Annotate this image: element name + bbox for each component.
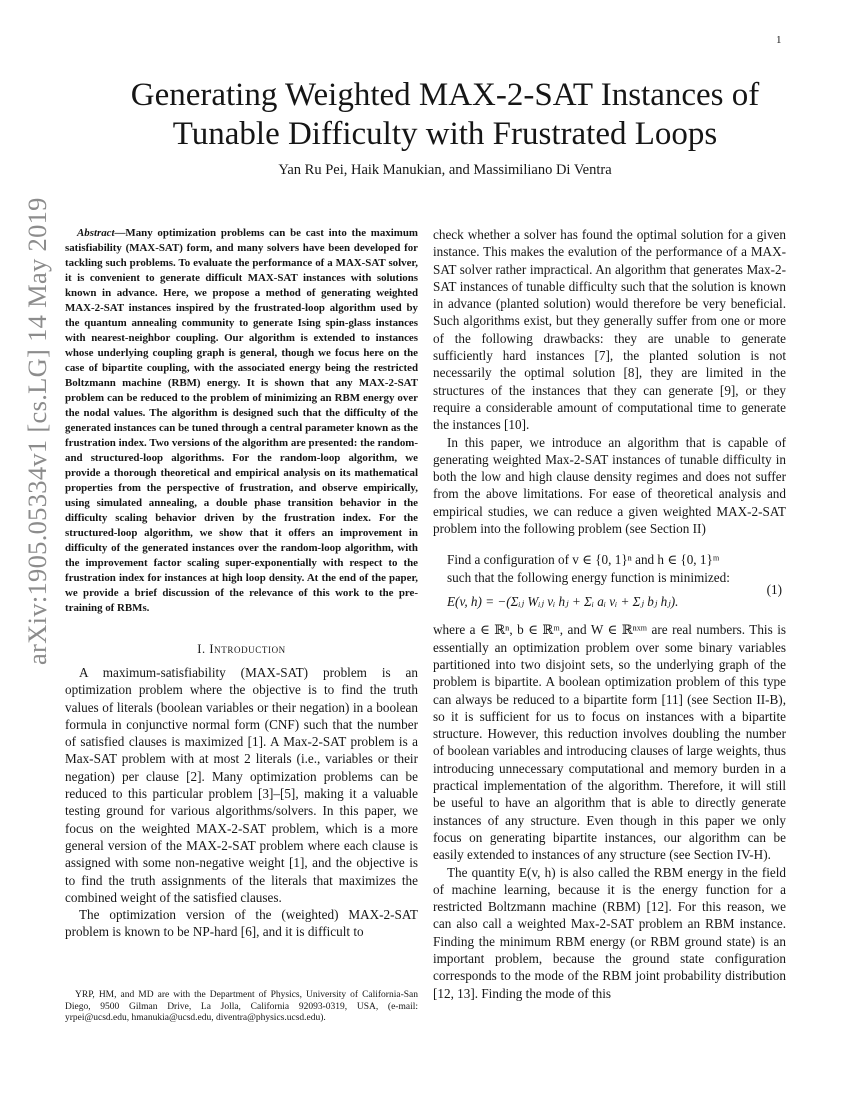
left-column <box>65 226 418 941</box>
abstract-label: Abstract <box>77 227 115 239</box>
title-line-1: Generating Weighted MAX-2-SAT Instances of <box>130 77 760 113</box>
equation-number: (1) <box>766 582 782 598</box>
equation-1 <box>433 551 786 611</box>
paper-title <box>70 76 820 154</box>
right-column <box>433 226 786 1002</box>
equation-line-2: such that the following energy function is minimized: <box>447 570 730 586</box>
equation-line-1: Find a configuration of v ∈ {0, 1}ⁿ and h ∈ {0, 1}ᵐ <box>447 552 720 568</box>
page-number: 1 <box>776 34 782 46</box>
right-paragraph-1: check whether a solver has found the optimal solution for a given instance. This makes the evalution of the performance of a MAX-SAT solver rather impractical. An algorithm that generates Max-2-SAT instances of tunable difficulty such that the solution is known in advance (planted solution) would therefore be very beneficial. Such algorithms exist, but they generally suffer from one or more of the following drawbacks: they are unable to generate sufficiently hard instances [7], the planted solution is not necessarily the optimal solution [8], they are limited in the structures of the instances that they can generate [9], or they require a considerable amount of computational time to generate the instances [10]. <box>433 227 786 433</box>
author-list: Yan Ru Pei, Haik Manukian, and Massimiliano Di Ventra <box>278 162 612 178</box>
intro-paragraph-1: A maximum-satisfiability (MAX-SAT) problem is an optimization problem where the objective is to find the truth values of literals (boolean variables or their negation) in a boolean formula in conjunctive normal form (CNF) such that the number of satisfied clauses is maximized [1]. A Max-2-SAT problem is a Max-SAT problem with at most 2 literals (i.e., variables or their negation) per clause [2]. Many optimization problems can be reduced to this particular problem [3]–[5], making it a valuable testing ground for various algorithms/solvers. In this paper, we focus on the weighted MAX-2-SAT problem, which is a more general version of the MAX-2-SAT problem where each clause is assigned with some non-negative weight [1], and the objective is to find the truth assignments of the literals that maximizes the combined weight of the satisfied clauses. <box>65 665 418 905</box>
abstract <box>65 226 418 616</box>
intro-paragraph-2: The optimization version of the (weighted) MAX-2-SAT problem is known to be NP-hard [6], and it is difficult to <box>65 907 418 940</box>
abstract-text: —Many optimization problems can be cast into the maximum satisfiability (MAX-SAT) form, and many solvers have been developed for tackling such problems. To evaluate the performance of a MAX-SAT solver, it is convenient to generate difficult MAX-SAT instances with solutions known in advance. Here, we propose a method of generating weighted MAX-2-SAT instances inspired by the frustrated-loop algorithm used by the quantum annealing community to generate Ising spin-glass instances with nearest-neighbor coupling. Our algorithm is extended to instances whose underlying coupling graph is general, though we focus here on the case of bipartite coupling, with the associated energy being the restricted Boltzmann machine (RBM) energy. It is shown that any MAX-2-SAT problem can be reduced to the problem of minimizing an RBM energy over the nodal values. The algorithm is designed such that the difficulty of the generated instances can be tuned through a central parameter known as the frustration index. Two versions of the algorithm are presented: the random- and structured-loop algorithms. For the random-loop algorithm, we provide a thorough theoretical and empirical analysis on its mathematical properties from the perspective of frustration, and observe empirically, using simulated annealing, a double phase transition behavior in the difficulty scaling behavior driven by the frustration index. For the structured-loop algorithm, we show that it offers an improvement in difficulty of the generated instances over the random-loop algorithm, with the improvement factor scaling super-exponentially with respect to the frustration index for instances at high loop density. At the end of the paper, we provide a brief discussion of the relevance of this work to the pre-training of RBMs. <box>65 227 418 614</box>
section-heading-introduction: I. Introduction <box>197 642 286 656</box>
arxiv-identifier-stamp: arXiv:1905.05334v1 [cs.LG] 14 May 2019 <box>22 197 52 665</box>
author-affiliation-footnote: YRP, HM, and MD are with the Department of Physics, University of California-San Diego, 9500 Gilman Drive, La Jolla, California 92093-0319, USA, (e-mail: yrpei@ucsd.edu, hmanukia@ucsd.edu, diventra@physics.ucsd.edu). <box>65 990 418 1023</box>
equation-formula: E(v, h) = −(Σᵢⱼ Wᵢⱼ vᵢ hⱼ + Σᵢ aᵢ vᵢ + Σⱼ bⱼ hⱼ). <box>447 594 679 610</box>
title-line-2: Tunable Difficulty with Frustrated Loops <box>172 116 718 152</box>
right-paragraph-4: The quantity E(v, h) is also called the RBM energy in the field of machine learning, because it is the energy function for a restricted Boltzmann machine (RBM) [12]. For this reason, we can also call a weighted Max-2-SAT problem an RBM instance. Finding the minimum RBM energy (or RBM ground state) is an important problem, because the ground state configuration corresponds to the mode of the RBM joint probability distribution [12, 13]. Finding the mode of this <box>433 864 786 1001</box>
right-paragraph-3: where a ∈ ℝⁿ, b ∈ ℝᵐ, and W ∈ ℝⁿˣᵐ are real numbers. This is essentially an optimization problem over some binary variables partitioned into two disjoint sets, so the underlying graph of the problem is bipartite. A boolean optimization problem of this type can always be reduced to a bipartite form [11] (see Section II-B), so it is sufficient for us to focus on instances with a bipartite structure. However, this reduction involves doubling the number of boolean variables and introducing clauses of large weights, thus introducing unnecessary computational and memory burden in a practical implementation of the algorithm. Therefore, it will still be useful to have an algorithm that is able to directly generate instances of any structure. Even though in this paper we only focus on generating bipartite instances, our algorithm can be easily extended to instances of any structure (see Section IV-H). <box>433 622 786 863</box>
right-paragraph-2: In this paper, we introduce an algorithm that is capable of generating weighted Max-2-SAT instances of tunable difficulty in both the low and high clause density regimes and does not suffer from the above limitations. For ease of theoretical analysis and empirical studies, we can reduce a given weighted MAX-2-SAT problem into the following problem (see Section II) <box>433 434 786 537</box>
